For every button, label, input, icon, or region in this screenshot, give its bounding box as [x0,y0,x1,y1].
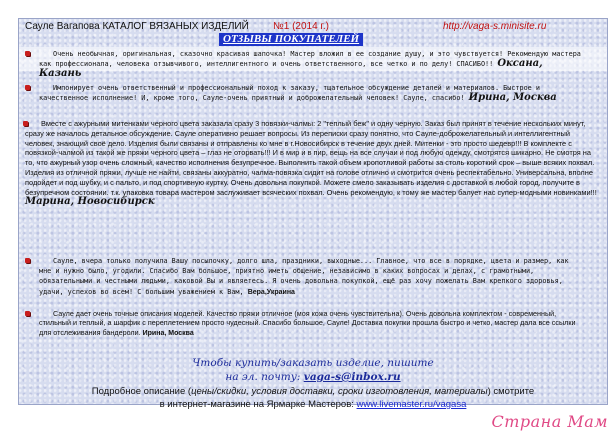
review-signature: Марина, Новосибирск [25,196,155,208]
catalog-page [18,18,608,410]
review-signature: Вера,Украина [247,288,295,296]
bullet-icon [25,258,30,263]
review-text: Очень необычная, оригинальная, сказочно красивая шапочка! Мастер вложил в ее создание душу, и это чувствуется! Рекомендую мастера как профессионала, человека отзывчивого, интеллигентного и очень ответственного, все четко и по делу! СПАСИБО!! [39,50,581,69]
review-item [39,49,584,80]
buy-line: Чтобы купить/заказать изделие, пишите [192,357,434,369]
review-item [25,119,597,207]
details-italic: цены/скидки, условия доставки, сроки изготовления, материалы [191,386,488,397]
email-prefix: на эл. почту: [225,371,301,383]
review-text: Сауле, вчера только получила Вашу посылочку, долго шла, праздники, выходные... Главное, что все в порядке, цвета и размер, как мне и нужно было, угодили. Спасибо Вам большое, приятно иметь общение, независимо в каких вопросах и делах, с грамотными, обязательными и честными людьми, каковой Вы и являетесь. Я очень довольна покупкой, ещё раз хочу пожелать Вам крепкого здоровья, удачи, успехов во всем! С большим уважением к Вам, [39,257,569,296]
bullet-icon [23,121,28,126]
site-link[interactable]: http://vaga-s.minisite.ru [443,21,547,32]
shop-link[interactable]: www.livemaster.ru/vagasa [356,399,467,410]
email-link[interactable]: vaga-s@inbox.ru [303,371,401,383]
review-text: Импонирует очень ответственный и профессиональный поход к заказу, тщательное обсуждение деталей и материалов. Быстрое и качественное исполнение! И, кроме того, Сауле-очень приятный и доброжелательный человек! Сауле, спасибо! [39,84,540,103]
shop-line [19,399,607,410]
details-prefix: Подробное описание ( [91,386,192,397]
shop-prefix: в интернет-магазине на Ярмарке Мастеров: [159,399,354,410]
review-signature: Ирина, Москва [468,92,557,104]
review-signature: Ирина, Москва [142,329,194,337]
bullet-icon [25,51,30,56]
review-signature: Оксана, Казань [39,58,543,80]
page-header [23,21,603,33]
email-line [19,371,607,383]
review-item [39,309,584,338]
review-text: Вместе с ажурными митенками черного цвета заказала сразу 3 повязки-чалмы: 2 "теплый беж" и одну черную. Заказ был принят в течение нескольких минут, сразу же началось детальное обсуждение. Сауле оперативно решает вопросы. Из переписки сразу понятно, что Сауле-доброжелательный и интеллигентный человек, знающий своё дело. Изделия были связаны и отправлены ко мне в г.Новосибирск в течение двух дней. Митенки - это просто шедевр!!! В комплекте с повязкой-чалмой из такой же пряжи черного цвета – глаз не оторвать!!! И в мир и в пир, вещь на все случаи и под любую одежду, смотрятся шикарно. Не смотря на то, что ажурный узор очень сложный, качество исполнения безупречное. Выполнить такой объем кропотливой работы за столь короткий срок – выше всяких похвал. Изделия из отличной пряжи, лучше не найти, связаны аккуратно, чалма-повязка сидит на голове отлично и смотрится очень респектабельно. Универсальна, вполне подойдет и под шубку, и с пальто, и под спортивную куртку. Очень довольна покупкой. Можете смело заказывать изделия с доставкой в любой город, получите в безупречном состоянии. т.к. упаковка товара мастером заслуживает всяческих похвал. Очень рекомендую, к тому же мастер балует нас супер-модными новинками!!! [25,119,597,197]
reviews-title: ОТЗЫВЫ ПОКУПАТЕЛЕЙ [219,33,363,46]
review-item [39,256,584,298]
details-line [19,386,607,397]
author-catalog-title: Сауле Вагапова КАТАЛОГ ВЯЗАНЫХ ИЗДЕЛИЙ [25,21,249,32]
review-item [39,83,584,103]
catalog-number: №1 (2014 г.) [273,21,329,32]
details-suffix: ) смотрите [487,386,535,397]
bullet-icon [25,311,30,316]
bullet-icon [25,85,30,90]
watermark-logo: Страна Мам [491,412,608,431]
review-text: Сауле дает очень точные описания моделей. Качество пряжи отличное (моя кожа очень чувствительна). Очень довольна комплектом - современный, стильный и теплый, а шарфик с переплетением просто чудесный. Спасибо большое, Сауле! Доставка покупки прошла быстро и четко, мастер дала все ссылки для отслеживания бандероли. [39,309,576,337]
